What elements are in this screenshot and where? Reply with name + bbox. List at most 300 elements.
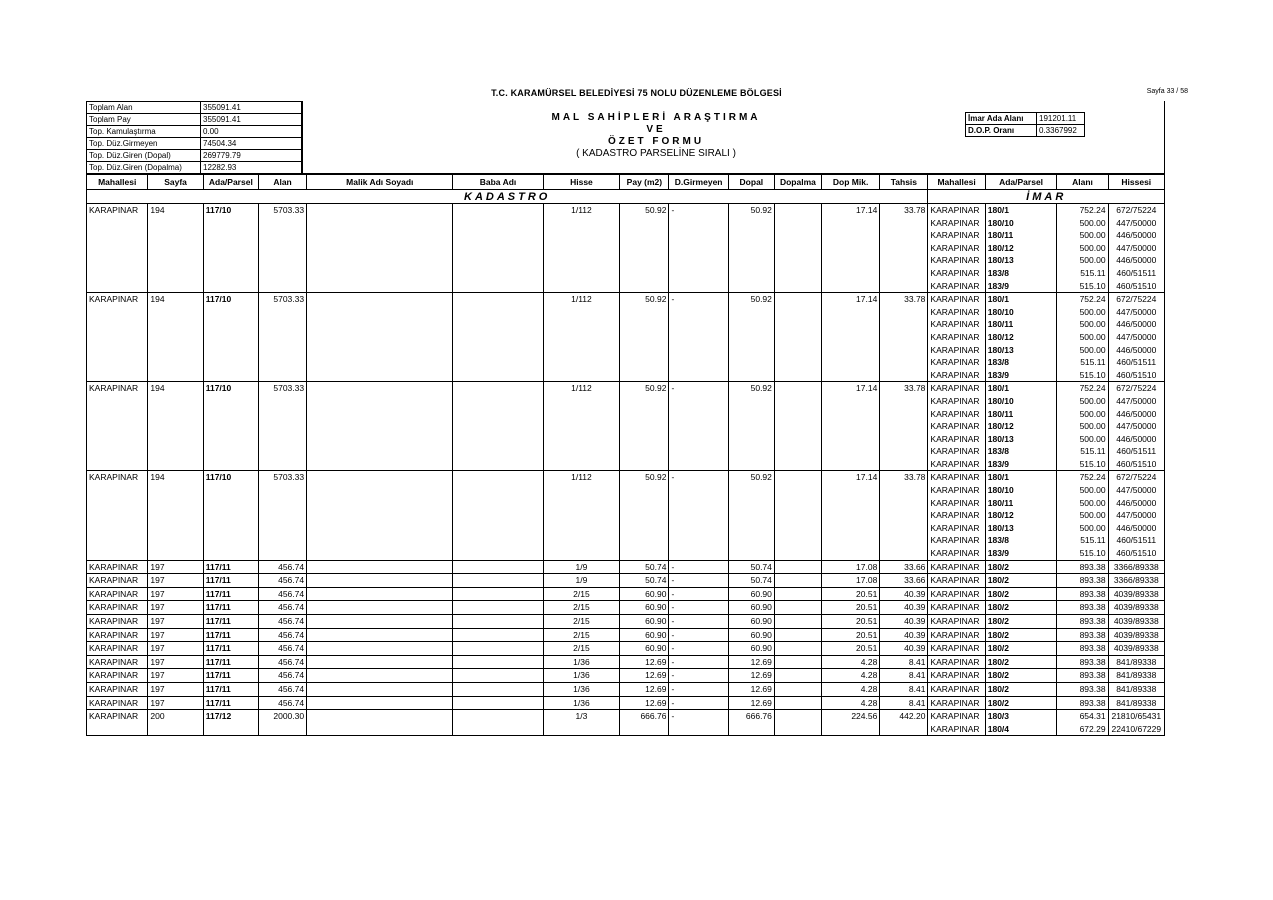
cell-ada: 117/11 bbox=[203, 560, 258, 574]
cell-imar-hisse: 841/89338 bbox=[1108, 669, 1164, 683]
cell-mah bbox=[87, 433, 148, 446]
cell-imar-alan: 893.38 bbox=[1057, 628, 1108, 642]
cell-mah: KARAPINAR bbox=[87, 682, 148, 696]
cell-alan bbox=[258, 267, 306, 280]
cell-pay bbox=[620, 356, 669, 369]
cell-ada: 117/11 bbox=[203, 642, 258, 656]
cell-ada bbox=[203, 395, 258, 408]
cell-pay: 12.69 bbox=[620, 682, 669, 696]
cell-ada bbox=[203, 497, 258, 510]
table-row bbox=[87, 229, 1165, 242]
cell-dopal: 50.92 bbox=[728, 382, 774, 395]
cell-imar-hisse: 460/51511 bbox=[1108, 267, 1164, 280]
table-row bbox=[87, 484, 1165, 497]
cell-baba bbox=[453, 242, 543, 255]
cell-dopal bbox=[728, 408, 774, 421]
cell-ada bbox=[203, 267, 258, 280]
summary-row bbox=[87, 138, 302, 150]
cell-pay bbox=[620, 509, 669, 522]
cell-dopmik bbox=[821, 484, 879, 497]
cell-hisse: 2/15 bbox=[543, 628, 620, 642]
cell-dopmik bbox=[821, 509, 879, 522]
cell-dopmik bbox=[821, 242, 879, 255]
summary-row bbox=[87, 150, 302, 162]
cell-malik bbox=[307, 254, 453, 267]
cell-malik bbox=[307, 574, 453, 588]
cell-hisse bbox=[543, 497, 620, 510]
cell-hisse bbox=[543, 242, 620, 255]
cell-malik bbox=[307, 642, 453, 656]
cell-sayfa bbox=[148, 318, 203, 331]
cell-tahsis bbox=[880, 217, 928, 230]
cell-imar-hisse: 446/50000 bbox=[1108, 433, 1164, 446]
column-header: Dopal bbox=[728, 175, 774, 190]
cell-ada bbox=[203, 242, 258, 255]
cell-ada bbox=[203, 723, 258, 736]
cell-pay: 666.76 bbox=[620, 710, 669, 723]
cell-mah bbox=[87, 344, 148, 357]
cell-imar-mah: KARAPINAR bbox=[928, 696, 985, 710]
cell-dopmik bbox=[821, 534, 879, 547]
cell-sayfa bbox=[148, 509, 203, 522]
cell-dgir bbox=[669, 723, 728, 736]
cell-imar-ada: 183/8 bbox=[985, 356, 1057, 369]
cell-baba bbox=[453, 642, 543, 656]
cell-alan bbox=[258, 433, 306, 446]
cell-dopmik: 17.14 bbox=[821, 471, 879, 484]
cell-dgir: - bbox=[669, 696, 728, 710]
cell-imar-hisse: 672/75224 bbox=[1108, 471, 1164, 484]
cell-imar-hisse: 447/50000 bbox=[1108, 331, 1164, 344]
cell-imar-hisse: 460/51510 bbox=[1108, 547, 1164, 560]
cell-pay bbox=[620, 723, 669, 736]
cell-dopmik: 20.51 bbox=[821, 642, 879, 656]
column-header: Baba Adı bbox=[453, 175, 543, 190]
cell-imar-alan: 500.00 bbox=[1057, 497, 1108, 510]
column-header: Ada/Parsel bbox=[203, 175, 258, 190]
cell-malik bbox=[307, 395, 453, 408]
cell-imar-hisse: 460/51510 bbox=[1108, 458, 1164, 471]
cell-alan bbox=[258, 331, 306, 344]
cell-pay bbox=[620, 217, 669, 230]
cell-sayfa bbox=[148, 484, 203, 497]
cell-imar-alan: 500.00 bbox=[1057, 318, 1108, 331]
cell-mah bbox=[87, 420, 148, 433]
column-header: D.Girmeyen bbox=[669, 175, 728, 190]
cell-tahsis bbox=[880, 254, 928, 267]
cell-dopalma bbox=[774, 293, 821, 306]
cell-hisse bbox=[543, 408, 620, 421]
cell-dopal bbox=[728, 497, 774, 510]
cell-dopalma bbox=[774, 395, 821, 408]
table-row bbox=[87, 710, 1165, 723]
cell-tahsis bbox=[880, 547, 928, 560]
cell-malik bbox=[307, 382, 453, 395]
cell-tahsis: 442.20 bbox=[880, 710, 928, 723]
cell-alan bbox=[258, 318, 306, 331]
cell-dgir bbox=[669, 534, 728, 547]
cell-ada bbox=[203, 522, 258, 535]
cell-mah bbox=[87, 254, 148, 267]
cell-imar-ada: 180/2 bbox=[985, 574, 1057, 588]
cell-dgir: - bbox=[669, 642, 728, 656]
cell-malik bbox=[307, 682, 453, 696]
cell-dopal bbox=[728, 306, 774, 319]
cell-dgir bbox=[669, 217, 728, 230]
cell-alan bbox=[258, 369, 306, 382]
cell-dopal bbox=[728, 344, 774, 357]
cell-ada: 117/10 bbox=[203, 471, 258, 484]
cell-baba bbox=[453, 669, 543, 683]
cell-tahsis: 33.78 bbox=[880, 293, 928, 306]
cell-mah bbox=[87, 369, 148, 382]
cell-alan: 456.74 bbox=[258, 628, 306, 642]
cell-dopal: 12.69 bbox=[728, 696, 774, 710]
cell-imar-mah: KARAPINAR bbox=[928, 723, 985, 736]
imar-area-value: 191201.11 bbox=[1037, 113, 1085, 125]
cell-baba bbox=[453, 574, 543, 588]
cell-hisse bbox=[543, 356, 620, 369]
cell-dopmik bbox=[821, 420, 879, 433]
cell-dopal: 50.74 bbox=[728, 560, 774, 574]
cell-mah bbox=[87, 509, 148, 522]
cell-dopalma bbox=[774, 356, 821, 369]
cell-pay bbox=[620, 484, 669, 497]
cell-hisse: 1/36 bbox=[543, 669, 620, 683]
cell-dopal bbox=[728, 433, 774, 446]
cell-dopal bbox=[728, 723, 774, 736]
cell-hisse: 1/9 bbox=[543, 574, 620, 588]
cell-dgir: - bbox=[669, 710, 728, 723]
cell-dopmik bbox=[821, 318, 879, 331]
cell-dopalma bbox=[774, 601, 821, 615]
cell-sayfa: 197 bbox=[148, 682, 203, 696]
cell-alan bbox=[258, 280, 306, 293]
cell-ada bbox=[203, 547, 258, 560]
cell-baba bbox=[453, 395, 543, 408]
table-row bbox=[87, 696, 1165, 710]
cell-imar-hisse: 841/89338 bbox=[1108, 696, 1164, 710]
cell-imar-hisse: 4039/89338 bbox=[1108, 615, 1164, 629]
cell-dopal: 12.69 bbox=[728, 669, 774, 683]
cell-imar-hisse: 22410/67229 bbox=[1108, 723, 1164, 736]
form-subtitle: ( KADASTRO PARSELİNE SIRALI ) bbox=[576, 148, 736, 159]
cell-pay bbox=[620, 369, 669, 382]
cell-dopal bbox=[728, 254, 774, 267]
table-row bbox=[87, 628, 1165, 642]
cell-hisse: 2/15 bbox=[543, 587, 620, 601]
cell-sayfa bbox=[148, 306, 203, 319]
imar-section-header: İMAR bbox=[928, 190, 1165, 204]
cell-imar-alan: 515.10 bbox=[1057, 547, 1108, 560]
cell-baba bbox=[453, 509, 543, 522]
cell-alan bbox=[258, 356, 306, 369]
cell-imar-hisse: 4039/89338 bbox=[1108, 587, 1164, 601]
cell-dopmik: 17.14 bbox=[821, 293, 879, 306]
cell-dopmik bbox=[821, 433, 879, 446]
cell-dopalma bbox=[774, 458, 821, 471]
cell-imar-mah: KARAPINAR bbox=[928, 267, 985, 280]
cell-mah: KARAPINAR bbox=[87, 615, 148, 629]
cell-alan: 456.74 bbox=[258, 560, 306, 574]
table-row bbox=[87, 267, 1165, 280]
cell-hisse bbox=[543, 395, 620, 408]
cell-imar-ada: 180/10 bbox=[985, 484, 1057, 497]
cell-sayfa bbox=[148, 522, 203, 535]
cell-hisse bbox=[543, 723, 620, 736]
cell-imar-mah: KARAPINAR bbox=[928, 293, 985, 306]
summary-value: 355091.41 bbox=[201, 102, 302, 114]
cell-ada bbox=[203, 280, 258, 293]
cell-imar-alan: 893.38 bbox=[1057, 642, 1108, 656]
cell-dopmik bbox=[821, 280, 879, 293]
cell-baba bbox=[453, 267, 543, 280]
cell-pay bbox=[620, 306, 669, 319]
cell-baba bbox=[453, 356, 543, 369]
cell-imar-ada: 180/10 bbox=[985, 395, 1057, 408]
table-row bbox=[87, 395, 1165, 408]
cell-imar-hisse: 460/51511 bbox=[1108, 534, 1164, 547]
summary-label: Toplam Alan bbox=[87, 102, 201, 114]
cell-mah bbox=[87, 217, 148, 230]
cell-mah bbox=[87, 484, 148, 497]
cell-baba bbox=[453, 710, 543, 723]
cell-baba bbox=[453, 522, 543, 535]
cell-dopalma bbox=[774, 331, 821, 344]
cell-dopmik bbox=[821, 229, 879, 242]
table-row bbox=[87, 331, 1165, 344]
cell-imar-hisse: 3366/89338 bbox=[1108, 560, 1164, 574]
table-row bbox=[87, 601, 1165, 615]
cell-alan: 456.74 bbox=[258, 682, 306, 696]
cell-mah bbox=[87, 522, 148, 535]
cell-dgir: - bbox=[669, 293, 728, 306]
cell-baba bbox=[453, 547, 543, 560]
cell-malik bbox=[307, 433, 453, 446]
cell-pay bbox=[620, 433, 669, 446]
cell-dopalma bbox=[774, 560, 821, 574]
cell-imar-hisse: 21810/65431 bbox=[1108, 710, 1164, 723]
cell-dopalma bbox=[774, 318, 821, 331]
cell-dgir bbox=[669, 484, 728, 497]
cell-dopalma bbox=[774, 574, 821, 588]
cell-sayfa: 197 bbox=[148, 696, 203, 710]
cell-tahsis: 8.41 bbox=[880, 655, 928, 669]
cell-dgir bbox=[669, 369, 728, 382]
cell-tahsis bbox=[880, 318, 928, 331]
table-row bbox=[87, 254, 1165, 267]
cell-imar-ada: 180/2 bbox=[985, 587, 1057, 601]
cell-baba bbox=[453, 382, 543, 395]
form-title-line-1: MAL SAHİPLERİ ARAŞTIRMA bbox=[551, 112, 761, 123]
table-row bbox=[87, 217, 1165, 230]
table-row bbox=[87, 344, 1165, 357]
cell-malik bbox=[307, 723, 453, 736]
cell-mah: KARAPINAR bbox=[87, 601, 148, 615]
cell-imar-ada: 180/3 bbox=[985, 710, 1057, 723]
cell-imar-ada: 183/9 bbox=[985, 458, 1057, 471]
cell-ada: 117/10 bbox=[203, 382, 258, 395]
cell-dopal bbox=[728, 522, 774, 535]
cell-dopalma bbox=[774, 547, 821, 560]
cell-mah: KARAPINAR bbox=[87, 574, 148, 588]
cell-dopal bbox=[728, 420, 774, 433]
summary-value: 0.00 bbox=[201, 126, 302, 138]
cell-hisse: 1/9 bbox=[543, 560, 620, 574]
cell-dopal: 12.69 bbox=[728, 655, 774, 669]
cell-imar-mah: KARAPINAR bbox=[928, 471, 985, 484]
cell-dopmik bbox=[821, 458, 879, 471]
cell-mah bbox=[87, 395, 148, 408]
cell-mah bbox=[87, 723, 148, 736]
cell-imar-alan: 752.24 bbox=[1057, 204, 1108, 217]
cell-alan bbox=[258, 306, 306, 319]
cell-sayfa bbox=[148, 344, 203, 357]
cell-dgir bbox=[669, 267, 728, 280]
cell-dopmik bbox=[821, 267, 879, 280]
cell-malik bbox=[307, 669, 453, 683]
cell-hisse bbox=[543, 267, 620, 280]
cell-imar-ada: 180/12 bbox=[985, 242, 1057, 255]
cell-tahsis: 40.39 bbox=[880, 642, 928, 656]
cell-dopal bbox=[728, 369, 774, 382]
cell-baba bbox=[453, 280, 543, 293]
cell-mah: KARAPINAR bbox=[87, 696, 148, 710]
cell-imar-hisse: 841/89338 bbox=[1108, 655, 1164, 669]
cell-alan bbox=[258, 547, 306, 560]
cell-baba bbox=[453, 229, 543, 242]
cell-baba bbox=[453, 601, 543, 615]
cell-tahsis bbox=[880, 509, 928, 522]
cell-dgir bbox=[669, 497, 728, 510]
cell-imar-mah: KARAPINAR bbox=[928, 601, 985, 615]
cell-malik bbox=[307, 628, 453, 642]
cell-dopmik bbox=[821, 306, 879, 319]
cell-dopalma bbox=[774, 229, 821, 242]
cell-pay bbox=[620, 445, 669, 458]
cell-dgir bbox=[669, 433, 728, 446]
cell-dopalma bbox=[774, 710, 821, 723]
cell-hisse bbox=[543, 280, 620, 293]
cell-imar-alan: 500.00 bbox=[1057, 433, 1108, 446]
cell-alan bbox=[258, 229, 306, 242]
cell-baba bbox=[453, 306, 543, 319]
cell-ada bbox=[203, 254, 258, 267]
cell-hisse bbox=[543, 458, 620, 471]
cell-pay: 60.90 bbox=[620, 615, 669, 629]
cell-mah: KARAPINAR bbox=[87, 382, 148, 395]
cell-malik bbox=[307, 408, 453, 421]
cell-ada bbox=[203, 318, 258, 331]
summary-label: Top. Düz.Girmeyen bbox=[87, 138, 201, 150]
cell-imar-hisse: 446/50000 bbox=[1108, 522, 1164, 535]
cell-alan bbox=[258, 445, 306, 458]
cell-imar-hisse: 446/50000 bbox=[1108, 408, 1164, 421]
ownership-table bbox=[86, 174, 1165, 736]
cell-alan bbox=[258, 458, 306, 471]
cell-imar-mah: KARAPINAR bbox=[928, 420, 985, 433]
cell-imar-alan: 515.11 bbox=[1057, 445, 1108, 458]
column-header: Alan bbox=[258, 175, 306, 190]
cell-hisse: 1/112 bbox=[543, 382, 620, 395]
cell-malik bbox=[307, 306, 453, 319]
cell-dopmik bbox=[821, 497, 879, 510]
cell-pay bbox=[620, 522, 669, 535]
cell-imar-hisse: 446/50000 bbox=[1108, 318, 1164, 331]
cell-imar-ada: 183/8 bbox=[985, 534, 1057, 547]
cell-imar-hisse: 447/50000 bbox=[1108, 420, 1164, 433]
cell-dgir: - bbox=[669, 628, 728, 642]
cell-dopal bbox=[728, 331, 774, 344]
cell-dopalma bbox=[774, 615, 821, 629]
cell-imar-ada: 183/9 bbox=[985, 369, 1057, 382]
cell-tahsis bbox=[880, 280, 928, 293]
cell-imar-mah: KARAPINAR bbox=[928, 497, 985, 510]
cell-imar-mah: KARAPINAR bbox=[928, 445, 985, 458]
cell-dopalma bbox=[774, 655, 821, 669]
cell-pay: 50.74 bbox=[620, 574, 669, 588]
cell-malik bbox=[307, 229, 453, 242]
cell-imar-ada: 180/1 bbox=[985, 382, 1057, 395]
cell-dgir bbox=[669, 408, 728, 421]
cell-alan: 456.74 bbox=[258, 696, 306, 710]
cell-ada: 117/11 bbox=[203, 615, 258, 629]
cell-mah bbox=[87, 242, 148, 255]
cell-tahsis bbox=[880, 433, 928, 446]
cell-imar-mah: KARAPINAR bbox=[928, 484, 985, 497]
cell-imar-ada: 180/13 bbox=[985, 254, 1057, 267]
cell-dopmik: 4.28 bbox=[821, 696, 879, 710]
cell-dopalma bbox=[774, 344, 821, 357]
cell-pay: 60.90 bbox=[620, 642, 669, 656]
cell-pay bbox=[620, 331, 669, 344]
cell-malik bbox=[307, 484, 453, 497]
cell-dopal bbox=[728, 280, 774, 293]
summary-value: 12282.93 bbox=[201, 162, 302, 174]
table-row bbox=[87, 471, 1165, 484]
table-row bbox=[87, 369, 1165, 382]
cell-imar-ada: 183/9 bbox=[985, 547, 1057, 560]
cell-malik bbox=[307, 293, 453, 306]
cell-sayfa: 197 bbox=[148, 628, 203, 642]
cell-tahsis bbox=[880, 242, 928, 255]
cell-alan bbox=[258, 395, 306, 408]
cell-imar-mah: KARAPINAR bbox=[928, 344, 985, 357]
cell-tahsis: 40.39 bbox=[880, 601, 928, 615]
cell-pay bbox=[620, 458, 669, 471]
cell-dopalma bbox=[774, 408, 821, 421]
cell-alan bbox=[258, 408, 306, 421]
cell-tahsis bbox=[880, 344, 928, 357]
cell-imar-hisse: 446/50000 bbox=[1108, 229, 1164, 242]
cell-tahsis: 40.39 bbox=[880, 615, 928, 629]
cell-sayfa: 194 bbox=[148, 293, 203, 306]
cell-sayfa bbox=[148, 229, 203, 242]
cell-hisse: 1/36 bbox=[543, 655, 620, 669]
table-row bbox=[87, 655, 1165, 669]
table-row bbox=[87, 497, 1165, 510]
cell-hisse bbox=[543, 229, 620, 242]
cell-malik bbox=[307, 344, 453, 357]
cell-dopalma bbox=[774, 642, 821, 656]
cell-imar-mah: KARAPINAR bbox=[928, 642, 985, 656]
cell-imar-alan: 654.31 bbox=[1057, 710, 1108, 723]
cell-sayfa: 194 bbox=[148, 204, 203, 217]
cell-sayfa: 197 bbox=[148, 601, 203, 615]
cell-mah: KARAPINAR bbox=[87, 587, 148, 601]
cell-hisse: 1/36 bbox=[543, 682, 620, 696]
column-header: Dop Mik. bbox=[821, 175, 879, 190]
